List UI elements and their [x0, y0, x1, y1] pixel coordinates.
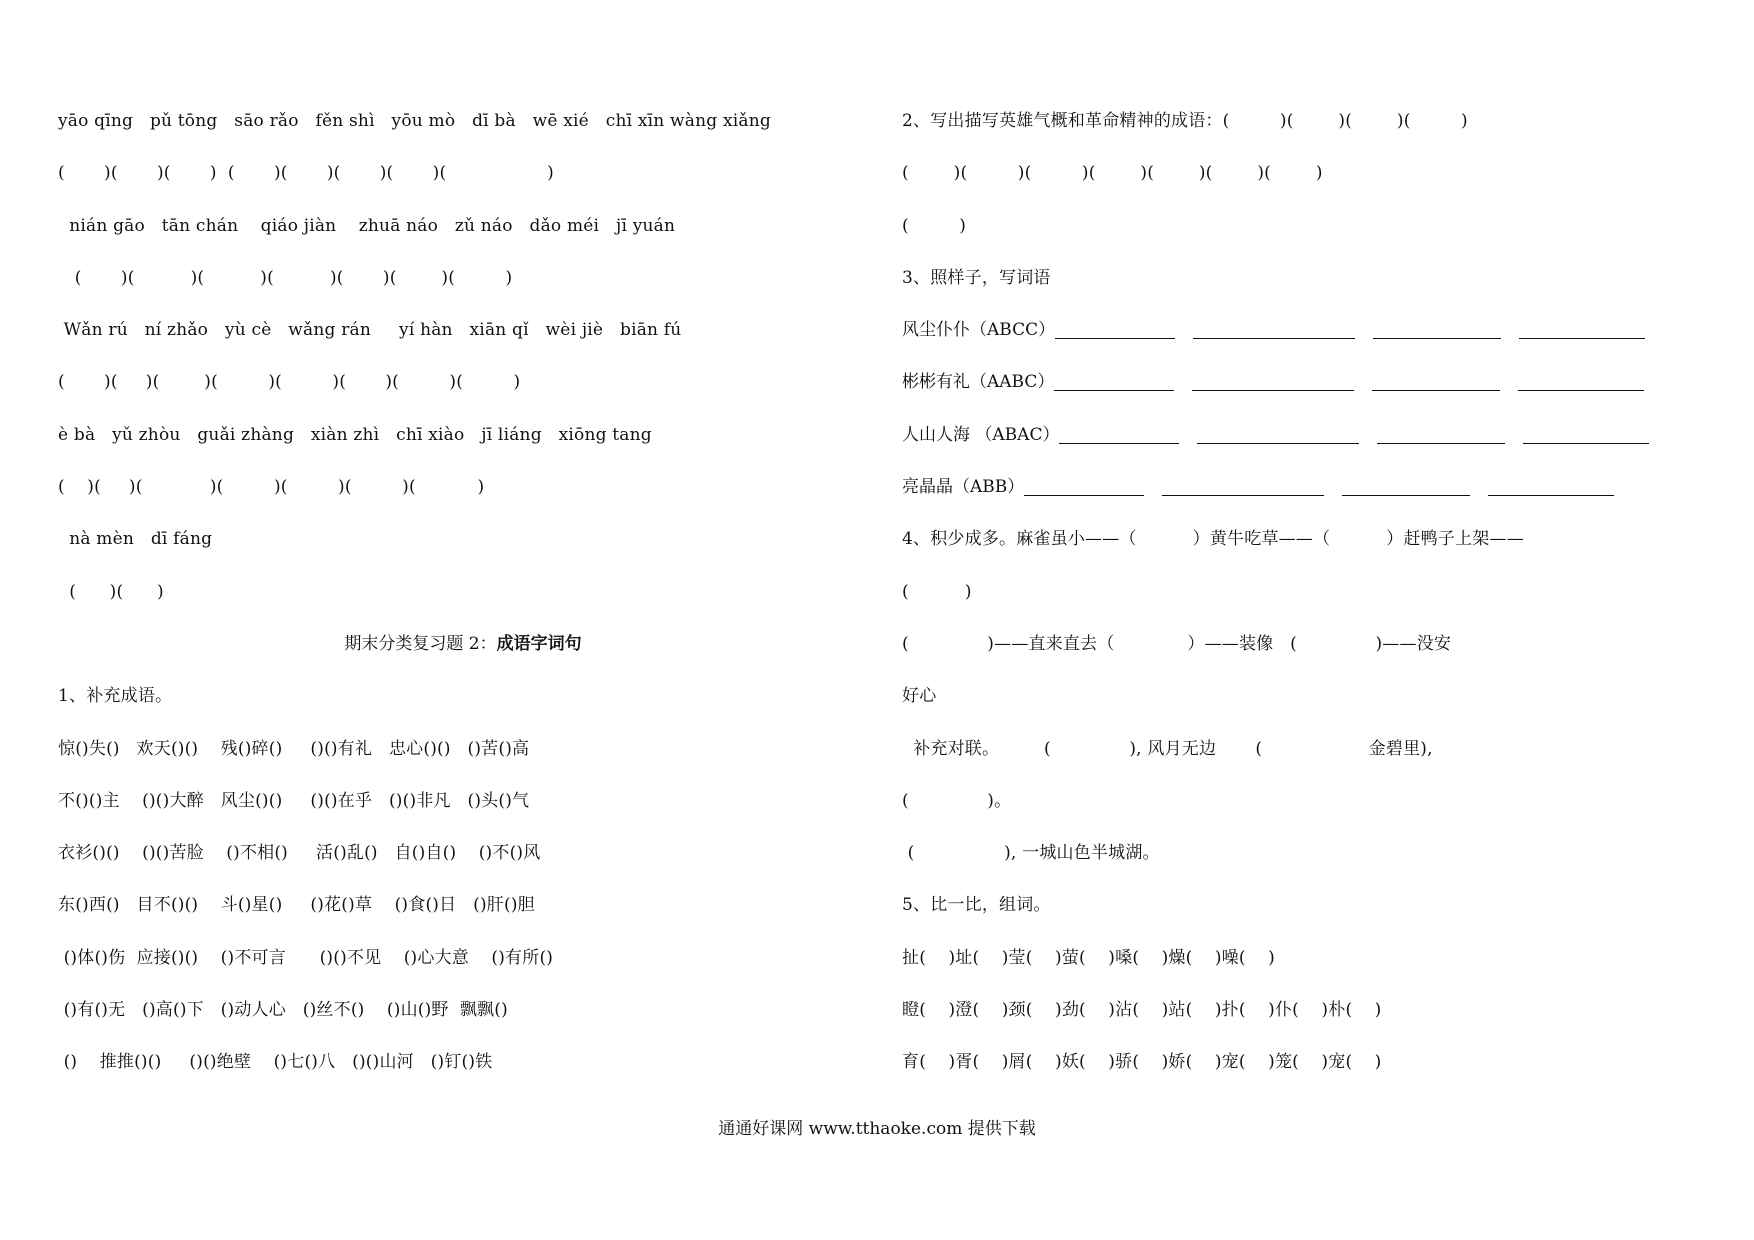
line-text: nà mèn dī fáng: [58, 529, 213, 550]
line-text: 不()()主 ()()大醉 风尘()() ()()在乎 ()()非凡 ()头()气: [58, 790, 530, 811]
section-title-prefix: 期末分类复习题 2：: [344, 633, 497, 654]
line-text: 2、写出描写英雄气概和革命精神的成语：( )( )( )( ): [902, 111, 1468, 131]
line-text: 补充对联。 ( ), 风月无边 ( 金碧里),: [902, 738, 1433, 759]
answer-blank[interactable]: [1054, 372, 1174, 391]
worksheet-line: [902, 879, 1712, 931]
worksheet-line: [902, 775, 1712, 827]
line-text: nián gāo tān chán qiáo jiàn zhuā náo zǔ náo dǎo méi jī yuán: [58, 215, 676, 236]
section-title: [58, 618, 868, 670]
line-text: 东()西() 目不()() 斗()星() ()花()草 ()食()日 ()肝()胆: [58, 895, 535, 916]
answer-blank[interactable]: [1488, 477, 1614, 496]
pattern-row: [902, 461, 1712, 513]
worksheet-line: [902, 147, 1712, 199]
worksheet-line: [902, 200, 1712, 252]
worksheet-line: [902, 1036, 1712, 1088]
worksheet-line: [58, 147, 868, 199]
line-text: ( )( )( )( )( )( )( ): [902, 163, 1323, 184]
line-text: 衣衫()() ()()苦脸 ()不相() 活()乱() 自()自() ()不()风: [58, 843, 541, 864]
answer-blank[interactable]: [1197, 425, 1359, 444]
worksheet-line: [58, 95, 868, 147]
worksheet-line: [58, 775, 868, 827]
worksheet-line: [58, 200, 868, 252]
line-text: ( )——直来直去（ ）——装像 ( )——没安: [902, 633, 1452, 654]
answer-blank[interactable]: [1059, 425, 1179, 444]
pattern-label: 彬彬有礼（AABC）: [902, 372, 1055, 393]
worksheet-line: [58, 356, 868, 408]
worksheet-line: [58, 513, 868, 565]
answer-blank[interactable]: [1192, 372, 1354, 391]
line-text: 1、补充成语。: [58, 686, 173, 707]
answer-blank[interactable]: [1055, 320, 1175, 339]
worksheet-line: [58, 304, 868, 356]
pattern-row: [902, 304, 1712, 356]
section-title-bold: 成语字词句: [496, 633, 582, 654]
answer-blank[interactable]: [1519, 320, 1645, 339]
line-text: 好心: [902, 686, 937, 707]
line-text: ( )( )( )( )( )( )( ): [58, 477, 485, 498]
pattern-row: [902, 356, 1712, 408]
worksheet-line: [902, 670, 1712, 722]
answer-blank[interactable]: [1373, 320, 1501, 339]
line-text: 4、积少成多。麻雀虽小——（ ）黄牛吃草——（ ）赶鸭子上架——: [902, 529, 1524, 550]
line-text: ( )( )( ) ( )( )( )( )( ): [58, 163, 554, 184]
answer-blank[interactable]: [1523, 425, 1649, 444]
line-text: ( )( )( )( )( )( )( )( ): [58, 372, 521, 393]
worksheet-line: [58, 723, 868, 775]
line-text: ( )( ): [58, 581, 164, 602]
worksheet-line: [58, 932, 868, 984]
answer-blank[interactable]: [1377, 425, 1505, 444]
worksheet-line: [58, 879, 868, 931]
worksheet-line: [902, 513, 1712, 565]
worksheet-line: [902, 723, 1712, 775]
line-text: ()体()伤 应接()() ()不可言 ()()不见 ()心大意 ()有所(): [58, 947, 554, 968]
line-text: 惊()失() 欢天()() 残()碎() ()()有礼 忠心()() ()苦()高: [58, 738, 530, 759]
worksheet-line: [902, 618, 1712, 670]
worksheet-line: [902, 566, 1712, 618]
worksheet-line: [58, 670, 868, 722]
line-text: 3、照样子，写词语: [902, 267, 1051, 288]
pattern-label: 人山人海 （ABAC）: [902, 424, 1060, 445]
line-text: ( ): [902, 215, 967, 236]
answer-blank[interactable]: [1342, 477, 1470, 496]
answer-blank[interactable]: [1162, 477, 1324, 496]
worksheet-line: [902, 827, 1712, 879]
worksheet-line: [58, 1036, 868, 1088]
worksheet-line: [902, 932, 1712, 984]
line-text: ( )( )( )( )( )( )( ): [58, 267, 513, 288]
right-column: [902, 95, 1712, 1089]
answer-blank[interactable]: [1518, 372, 1644, 391]
worksheet-line: [902, 252, 1712, 304]
worksheet-line: [902, 984, 1712, 1036]
pattern-label: 亮晶晶（ABB）: [902, 477, 1025, 498]
line-text: () 推推()() ()()绝壁 ()七()八 ()()山河 ()钉()铁: [58, 1052, 493, 1073]
line-text: ()有()无 ()高()下 ()动人心 ()丝不() ()山()野 飘飘(): [58, 1000, 508, 1021]
line-text: ( )。: [902, 790, 1012, 811]
answer-blank[interactable]: [1024, 477, 1144, 496]
pattern-label: 风尘仆仆（ABCC）: [902, 320, 1056, 341]
line-text: ( ): [902, 581, 972, 602]
answer-blank[interactable]: [1193, 320, 1355, 339]
worksheet-line: [58, 252, 868, 304]
line-text: yāo qīng pǔ tōng sāo rǎo fěn shì yōu mò dī bà wē xié chī xīn wàng xiǎng: [58, 111, 771, 131]
worksheet-line: [58, 461, 868, 513]
line-text: è bà yǔ zhòu guǎi zhàng xiàn zhì chī xiào jī liáng xiōng tang: [58, 424, 652, 445]
worksheet-line: [58, 827, 868, 879]
left-column: [58, 95, 868, 1089]
answer-blank[interactable]: [1372, 372, 1500, 391]
line-text: 扯( )址( )莹( )萤( )嗓( )燥( )噪( ): [902, 947, 1275, 968]
worksheet-line: [58, 409, 868, 461]
worksheet-line: [58, 566, 868, 618]
pattern-row: [902, 409, 1712, 461]
worksheet-line: [58, 984, 868, 1036]
line-text: ( ), 一城山色半城湖。: [902, 843, 1160, 864]
line-text: 瞪( )澄( )颈( )劲( )沾( )站( )扑( )仆( )朴( ): [902, 1000, 1382, 1021]
line-text: 5、比一比，组词。: [902, 895, 1051, 916]
page-footer: 通通好课网 www.tthaoke.com 提供下载: [718, 1119, 1036, 1139]
line-text: 育( )胥( )屑( )妖( )骄( )娇( )宠( )笼( )宠( ): [902, 1052, 1382, 1073]
worksheet-line: [902, 95, 1712, 147]
line-text: Wǎn rú ní zhǎo yù cè wǎng rán yí hàn xiān qǐ wèi jiè biān fú: [58, 320, 682, 341]
